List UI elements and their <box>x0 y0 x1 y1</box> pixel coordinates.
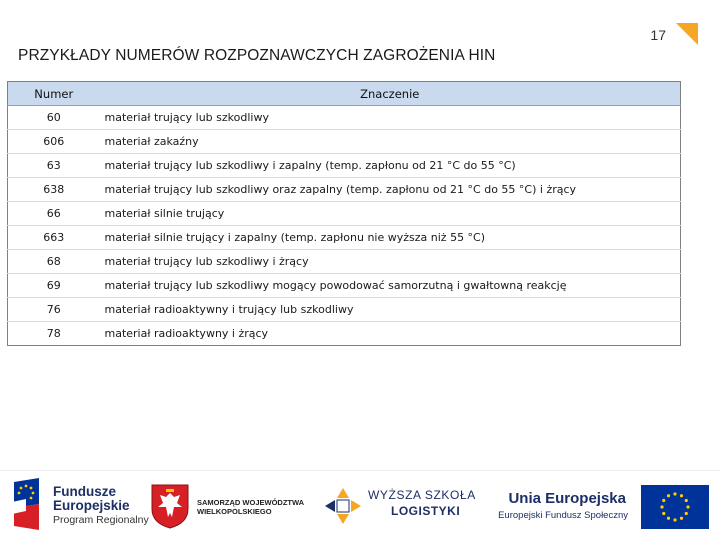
footer-logos <box>0 471 720 540</box>
hazard-meaning-cell: materiał silnie trujący i zapalny (temp. zapłonu nie wyższa niż 55 °C) <box>100 226 681 250</box>
table-row <box>8 178 681 202</box>
fundusze-line3: Program Regionalny <box>53 514 149 526</box>
eu-star-icon <box>667 494 670 497</box>
page-title: PRZYKŁADY NUMERÓW ROZPOZNAWCZYCH ZAGROŻENIA HIN <box>18 47 496 64</box>
eu-star-icon <box>686 505 689 508</box>
samorzad-line1: SAMORZĄD WOJEWÓDZTWA <box>197 498 305 507</box>
eu-flag-icon <box>641 485 709 529</box>
hazard-number-cell: 638 <box>8 178 100 202</box>
table-row <box>8 106 681 130</box>
eagle-coat-of-arms-icon <box>150 483 190 529</box>
ue-line2: Europejski Fundusz Społeczny <box>498 510 628 521</box>
hazard-number-cell: 606 <box>8 130 100 154</box>
table-row <box>8 154 681 178</box>
wsl-line2: LOGISTYKI <box>391 504 461 518</box>
header-meaning: Znaczenie <box>100 82 681 106</box>
table-row <box>8 202 681 226</box>
samorzad-text <box>197 498 304 516</box>
table-row <box>8 130 681 154</box>
hazard-meaning-cell: materiał radioaktywny i trujący lub szkodliwy <box>100 298 681 322</box>
eu-star-icon <box>673 518 676 521</box>
wsl-line1: WYŻSZA SZKOŁA <box>368 488 476 502</box>
hazard-meaning-cell: materiał trujący lub szkodliwy i żrący <box>100 250 681 274</box>
eu-star-icon <box>662 512 665 515</box>
hazard-number-cell: 663 <box>8 226 100 250</box>
samorzad-line2: WIELKOPOLSKIEGO <box>197 507 272 516</box>
fundusze-europejskie-text <box>53 485 149 527</box>
wsl-logo-icon <box>323 486 363 526</box>
table-row <box>8 322 681 346</box>
wsl-text <box>368 488 476 518</box>
hazard-number-cell: 60 <box>8 106 100 130</box>
fundusze-line2: Europejskie <box>53 498 130 513</box>
hazard-meaning-cell: materiał trujący lub szkodliwy i zapalny (temp. zapłonu od 21 °C do 55 °C) <box>100 154 681 178</box>
fundusze-line1: Fundusze <box>53 484 116 499</box>
table-row <box>8 226 681 250</box>
eu-star-icon <box>685 499 688 502</box>
eu-star-icon <box>673 492 676 495</box>
hazard-meaning-cell: materiał zakaźny <box>100 130 681 154</box>
hazard-number-cell: 69 <box>8 274 100 298</box>
header-number: Numer <box>8 82 100 106</box>
hazard-meaning-cell: materiał trujący lub szkodliwy mogący powodować samorzutną i gwałtowną reakcję <box>100 274 681 298</box>
table-body <box>8 106 681 346</box>
hazard-number-cell: 63 <box>8 154 100 178</box>
hazard-number-cell: 68 <box>8 250 100 274</box>
corner-accent <box>676 23 698 45</box>
eu-star-icon <box>680 494 683 497</box>
hazard-meaning-cell: materiał trujący lub szkodliwy <box>100 106 681 130</box>
hazard-meaning-cell: materiał trujący lub szkodliwy oraz zapalny (temp. zapłonu od 21 °C do 55 °C) i żrący <box>100 178 681 202</box>
eu-star-icon <box>680 517 683 520</box>
eu-star-icon <box>662 499 665 502</box>
table-row <box>8 298 681 322</box>
table-header-row <box>8 82 681 106</box>
ue-line1: Unia Europejska <box>508 490 626 507</box>
eu-star-icon <box>660 505 663 508</box>
table-row <box>8 274 681 298</box>
eu-funds-flag-icon <box>12 478 42 530</box>
hazard-number-table <box>7 81 681 346</box>
hazard-meaning-cell: materiał silnie trujący <box>100 202 681 226</box>
eu-star-icon <box>685 512 688 515</box>
table-row <box>8 250 681 274</box>
unia-europejska-text <box>488 490 628 521</box>
hazard-number-cell: 76 <box>8 298 100 322</box>
hazard-meaning-cell: materiał radioaktywny i żrący <box>104 327 269 340</box>
page-number: 17 <box>650 27 666 43</box>
hazard-number-cell: 66 <box>8 202 100 226</box>
hazard-number-cell: 78 <box>46 327 61 340</box>
eu-star-icon <box>667 517 670 520</box>
